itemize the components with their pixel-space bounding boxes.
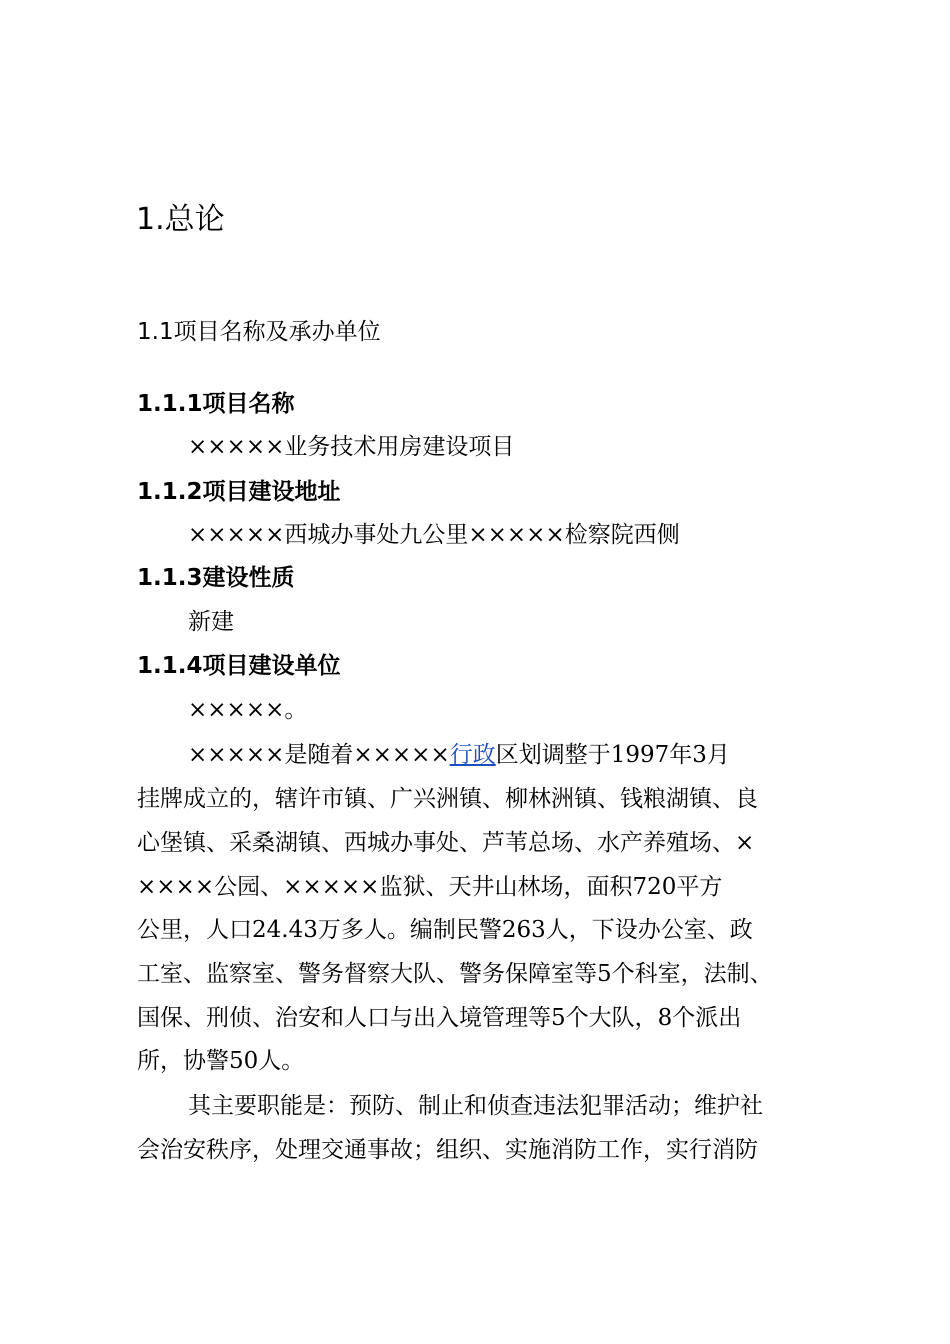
paragraph1-text: ×××××是随着××××× — [188, 742, 450, 768]
paragraph1-line: 所，协警50人。 — [137, 1048, 305, 1074]
paragraph1-line: 公里，人口24.43万多人。编制民警263人，下设办公室、政 — [137, 917, 753, 943]
paragraph1-line — [188, 735, 730, 775]
paragraph1-line: 国保、刑侦、治安和人口与出入境管理等5个大队，8个派出 — [137, 1005, 742, 1031]
subsection-content-site-address: ×××××西城办事处九公里×××××检察院西侧 — [188, 522, 680, 548]
subsection-content-project-name: ×××××业务技术用房建设项目 — [188, 434, 515, 460]
subsection-heading-builder: 1.1.4项目建设单位 — [137, 653, 341, 679]
paragraph2-line: 其主要职能是：预防、制止和侦查违法犯罪活动；维护社 — [188, 1093, 763, 1119]
section-title: 1.1项目名称及承办单位 — [137, 319, 381, 345]
chapter-title: 1.总论 — [136, 202, 225, 237]
paragraph1-line: 心堡镇、采桑湖镇、西城办事处、芦苇总场、水产养殖场、× — [137, 830, 755, 856]
subsection-heading-project-name: 1.1.1项目名称 — [137, 391, 295, 417]
subsection-heading-site-address: 1.1.2项目建设地址 — [137, 479, 341, 505]
subsection-content-builder: ×××××。 — [188, 697, 308, 723]
subsection-heading-nature: 1.1.3建设性质 — [137, 565, 295, 591]
subsection-content-nature: 新建 — [188, 609, 234, 635]
paragraph1-line: 挂牌成立的，辖许市镇、广兴洲镇、柳林洲镇、钱粮湖镇、良 — [137, 786, 758, 812]
paragraph1-line: ××××公园、×××××监狱、天井山林场，面积720平方 — [137, 874, 723, 900]
administrative-link[interactable]: 行政 — [449, 742, 496, 768]
paragraph1-text: 区划调整于1997年3月 — [495, 742, 730, 768]
paragraph2-line: 会治安秩序，处理交通事故；组织、实施消防工作，实行消防 — [137, 1137, 758, 1163]
paragraph1-line: 工室、监察室、警务督察大队、警务保障室等5个科室，法制、 — [137, 961, 773, 987]
